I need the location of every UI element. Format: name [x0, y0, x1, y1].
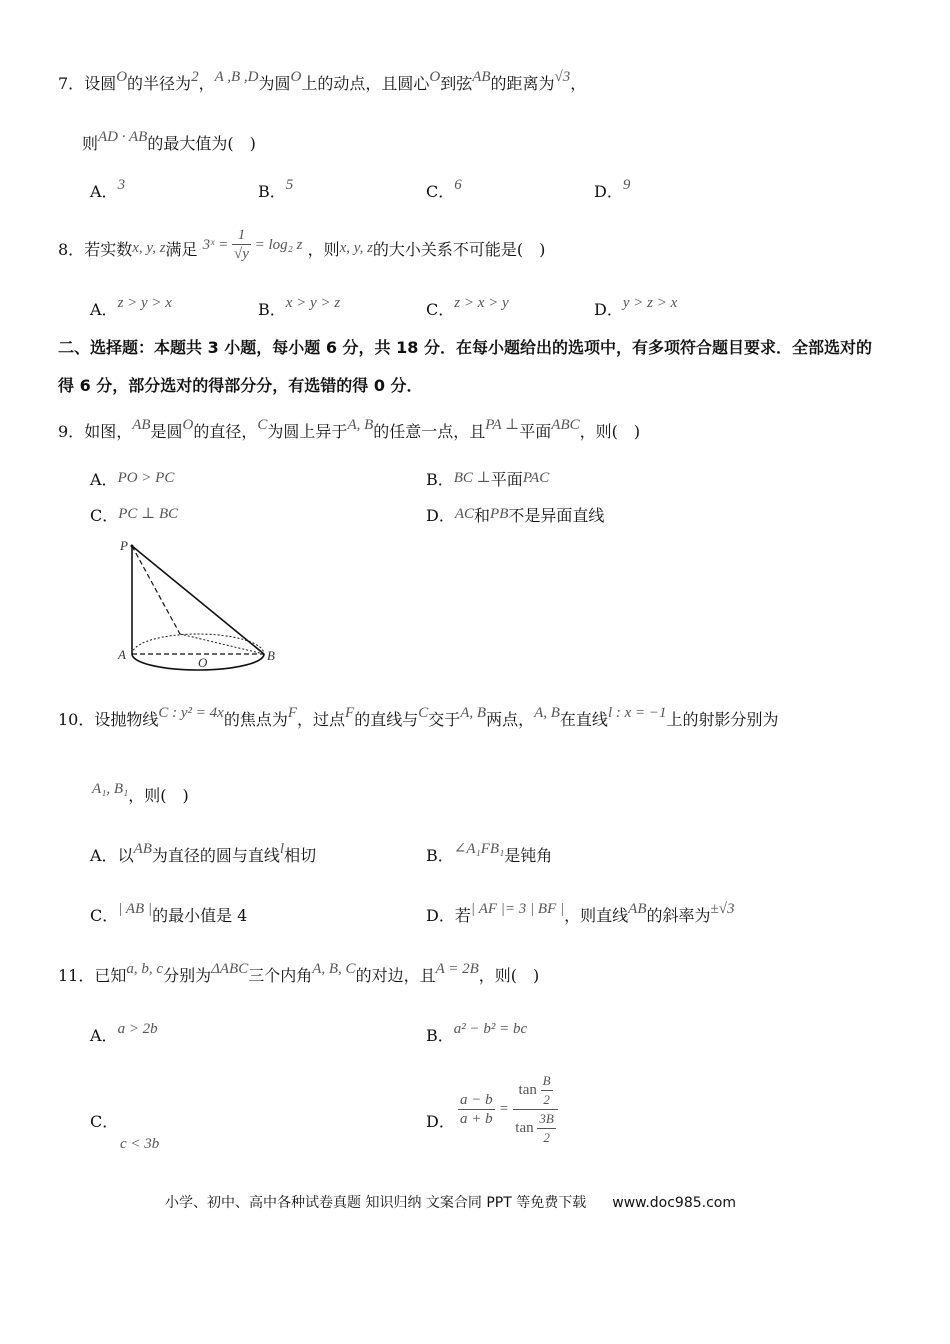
footer-url[interactable]: www.doc985.com: [612, 1195, 736, 1211]
q10-option-d: D．若| AF |= 3 | BF |，则直线AB的斜率为±√3: [426, 901, 735, 925]
q10-option-a: A．以AB为直径的圆与直线l相切: [90, 841, 317, 865]
q9-figure: [112, 536, 292, 672]
q11-option-c-value: c < 3b: [120, 1136, 160, 1152]
q8-option-c: C．z > x > y: [426, 295, 509, 319]
fig-label-b: B: [267, 648, 275, 663]
page-footer: [165, 1192, 736, 1212]
q7-line2: 则AD · AB的最大值为( ): [82, 129, 256, 153]
q11-option-a: A．a > 2b: [90, 1021, 158, 1045]
q7-line1: 7．设圆O的半径为2，A ,B ,D为圆O上的动点，且圆心O到弦AB的距离为√3，: [58, 69, 587, 93]
q7-option-d: D．9: [594, 177, 631, 201]
q10-line1: 10．设抛物线C : y² = 4x的焦点为F，过点F的直线与C交于A, B两点，A, B在直线l : x = −1上的射影分别为: [58, 705, 779, 729]
q8-option-b: B．x > y > z: [258, 295, 341, 319]
q9-option-a: A．PO > PC: [90, 470, 175, 489]
section-heading-line1: 二、选择题：本题共 3 小题，每小题 6 分，共 18 分．在每小题给出的选项中，有多项符合题目要求．全部选对的: [58, 338, 872, 357]
q10-option-c: C．| AB |的最小值是 4: [90, 901, 248, 925]
section-heading-line2: 得 6 分，部分选对的得部分分，有选错的得 0 分．: [58, 376, 423, 395]
q11-line1: 11．已知a, b, c分别为ΔABC三个内角A, B, C的对边，且A = 2B，则( ): [58, 961, 540, 985]
q8-option-a: A．z > y > x: [90, 295, 172, 319]
q9-line1: 9．如图，AB是圆O的直径，C为圆上异于A, B的任意一点，且PA ⊥平面ABC，则( ): [58, 417, 641, 441]
q7-option-a: A．3: [90, 177, 126, 201]
q7-option-b: B．5: [258, 177, 294, 201]
q10-line2: A₁, B₁，则( ): [92, 781, 189, 805]
q9-option-b: B．BC ⊥平面PAC: [426, 470, 550, 489]
q11-option-c: C．: [90, 1112, 119, 1131]
fig-label-p: P: [120, 538, 128, 553]
q9-option-c: C．PC ⊥ BC: [90, 506, 179, 525]
fig-line-pc: [132, 546, 180, 634]
q11-option-d: D．: [426, 1112, 455, 1131]
footer-text: 小学、初中、高中各种试卷真题 知识归纳 文案合同 PPT 等免费下载: [165, 1195, 587, 1211]
fig-label-a: A: [118, 647, 126, 662]
fig-line-pb: [132, 546, 264, 654]
q8-equation: 3ˣ = $\frac{1}{√y}$ = log₂ z: [202, 227, 303, 263]
q10-option-b: B．∠A₁FB₁是钝角: [426, 841, 553, 865]
q11-option-b: B．a² − b² = bc: [426, 1021, 528, 1045]
q8-line1: 8．若实数x, y, z满足 3ˣ = $\frac{1}{√y}$ = log₂ z ，则x, y, z的大小关系不可能是( ): [58, 220, 545, 281]
q7-option-c: C．6: [426, 177, 462, 201]
q11-option-d-formula: $\frac{a - b}{a + b}$ = tan $\frac{B}{2}$ tan $\frac{3B}{2}$: [458, 1072, 558, 1147]
q8-option-d: D．y > z > x: [594, 295, 678, 319]
q9-option-d: D．AC和PB不是异面直线: [426, 506, 605, 525]
fig-label-o: O: [198, 655, 208, 670]
